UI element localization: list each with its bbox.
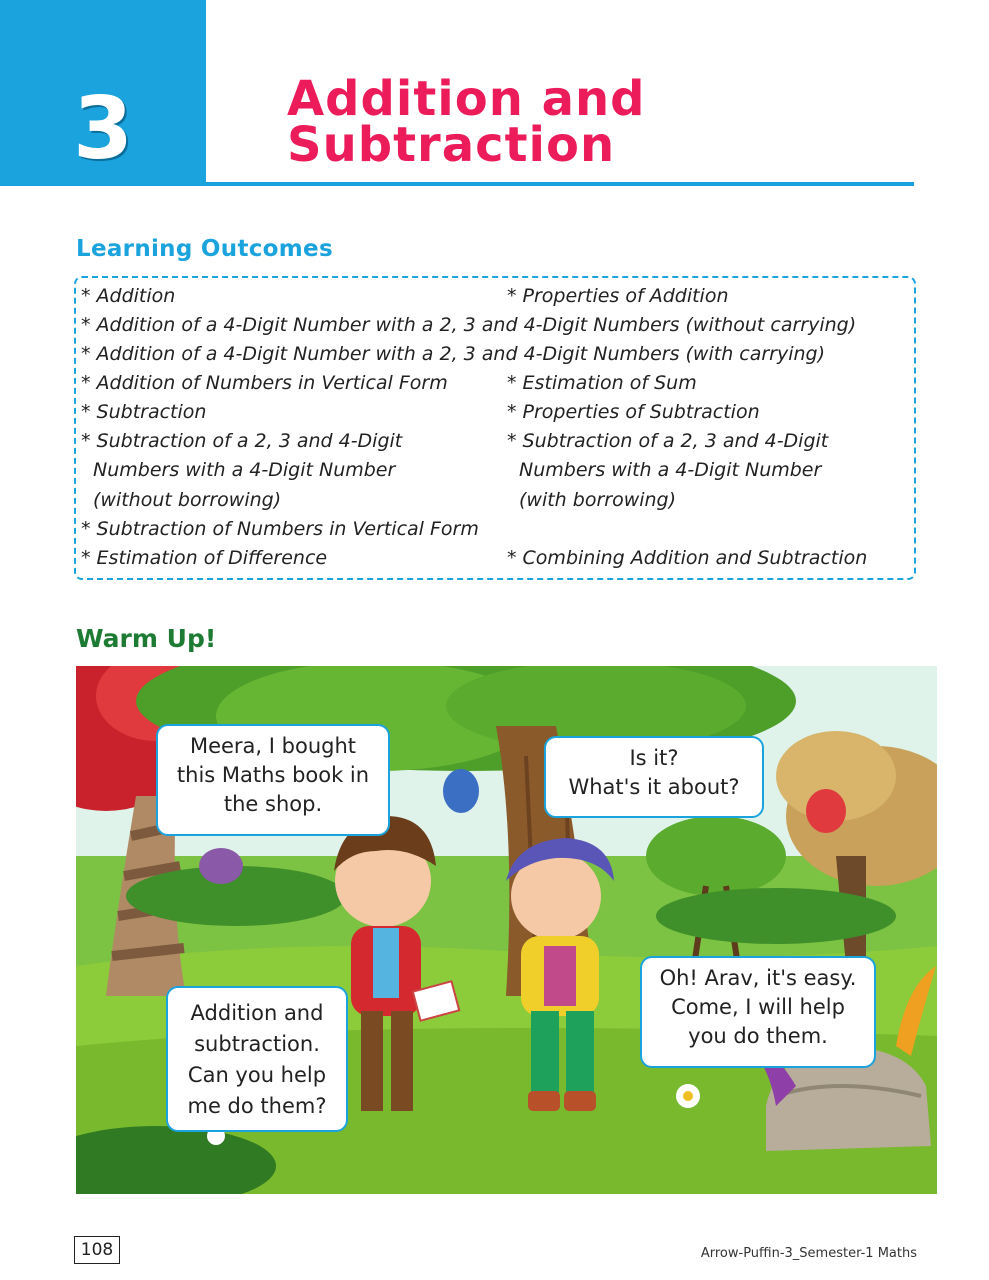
outcome-item: * Combining Addition and Subtraction [507,547,868,569]
outcome-item: * Subtraction [81,401,207,423]
speech-line: this Maths book in [176,763,370,787]
speech-line: the shop. [223,792,323,816]
chapter-title-rule [206,182,914,186]
park-illustration [76,666,937,1194]
chapter-title-line-2: Subtraction [287,117,616,173]
speech-line: Is it? [629,746,679,770]
footer-book-title: Arrow-Puffin-3_Semester-1 Maths [700,1246,917,1261]
speech-line: me do them? [187,1094,327,1118]
speech-line: Come, I will help [671,995,845,1019]
speech-bubble-arav-2 [166,986,348,1132]
outcome-item: * Addition of Numbers in Vertical Form [81,372,448,394]
speech-line: you do them. [688,1024,828,1048]
speech-line: Oh! Arav, it's easy. [659,966,857,990]
speech-line: Can you help [187,1063,327,1087]
speech-line: What's it about? [568,775,740,799]
chapter-title [287,71,646,173]
speech-bubble-meera-2 [640,956,876,1068]
speech-bubble-meera-1 [544,736,764,818]
speech-line: subtraction. [194,1032,320,1056]
outcome-item: * Subtraction of Numbers in Vertical Form [81,518,479,540]
speech-line: Meera, I bought [189,734,357,758]
speech-line: Addition and [190,1001,324,1025]
outcome-item: * Properties of Subtraction [507,401,760,423]
outcome-item-continued: Numbers with a 4-Digit Number [519,459,822,481]
outcome-item: * Addition of a 4-Digit Number with a 2, 3 and 4-Digit Numbers (without carrying) [81,314,857,336]
outcome-item-continued: (with borrowing) [519,489,677,511]
outcome-item: * Estimation of Sum [507,372,697,394]
outcome-item: * Estimation of Difference [81,547,328,569]
outcome-item: * Addition of a 4-Digit Number with a 2, 3 and 4-Digit Numbers (with carrying) [81,343,826,365]
outcome-item: * Properties of Addition [507,285,729,307]
outcome-item-continued: Numbers with a 4-Digit Number [93,459,396,481]
chapter-title-line-1: Addition and [287,71,646,127]
outcome-item: * Subtraction of a 2, 3 and 4-Digit [507,430,829,452]
warm-up-heading: Warm Up! [76,624,217,653]
chapter-number: 3 [73,79,133,179]
learning-outcomes-heading: Learning Outcomes [76,236,333,262]
page-number: 108 [74,1236,120,1264]
outcome-item: * Addition [81,285,176,307]
speech-bubble-arav-1 [156,724,390,836]
outcome-item-continued: (without borrowing) [93,489,282,511]
outcome-item: * Subtraction of a 2, 3 and 4-Digit [81,430,403,452]
